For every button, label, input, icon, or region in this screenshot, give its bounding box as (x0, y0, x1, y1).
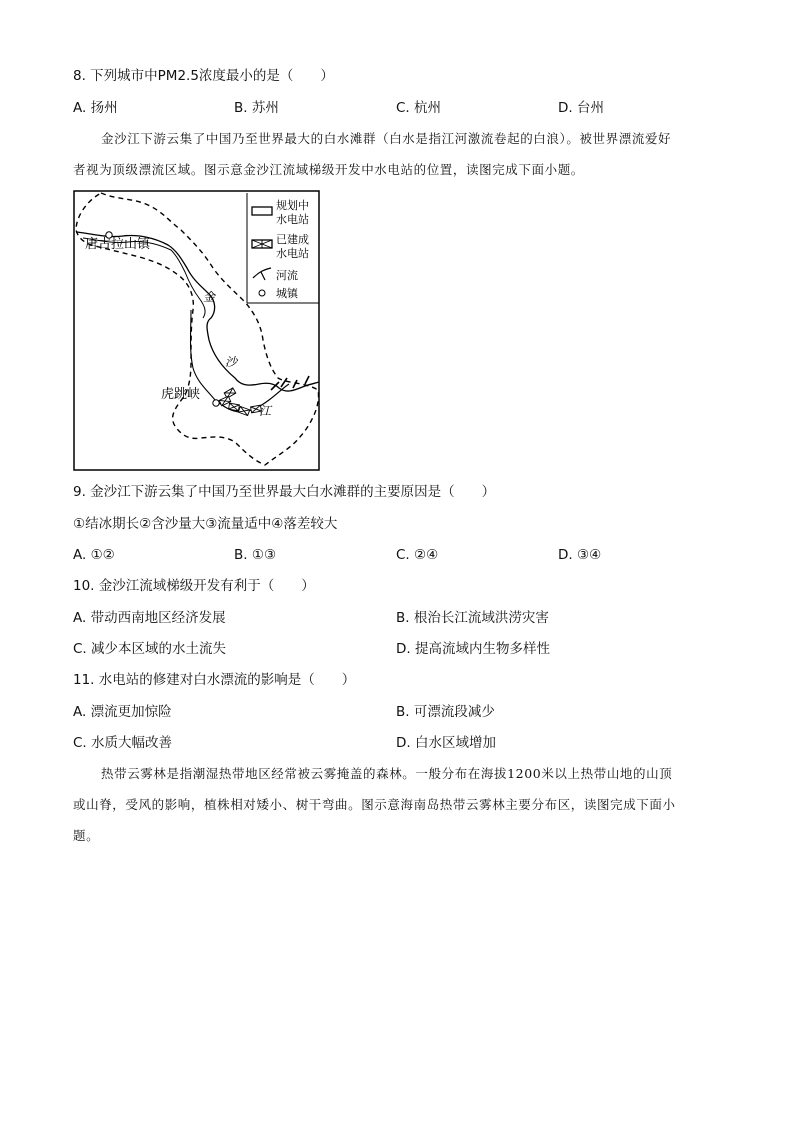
q8-option-c: C. 杭州 (396, 100, 442, 116)
q11-option-c: C. 水质大幅改善 (73, 735, 173, 751)
legend-planned-icon (252, 207, 272, 215)
q8-option-a: A. 扬州 (73, 100, 118, 116)
legend-built-line1: 已建成 (276, 233, 309, 246)
q8-option-d: D. 台州 (558, 100, 604, 116)
q10-option-b: B. 根治长江流域洪涝灾害 (396, 610, 549, 626)
q9-stem: 9. 金沙江下游云集了中国乃至世界最大白水滩群的主要原因是（ ） (73, 484, 496, 500)
q10-option-d: D. 提高流域内生物多样性 (396, 641, 550, 657)
q11-option-b: B. 可漂流段减少 (396, 704, 495, 720)
q10-stem: 10. 金沙江流域梯级开发有利于（ ） (73, 578, 315, 594)
q10-option-c: C. 减少本区域的水土流失 (73, 641, 227, 657)
legend-planned-line1: 规划中 (276, 199, 309, 212)
passage2-line3: 题。 (73, 828, 100, 843)
q8-stem: 8. 下列城市中PM2.5浓度最小的是（ ） (73, 68, 334, 84)
label-sha: 沙 (225, 355, 238, 369)
label-hutiaoxia: 虎跳峡 (161, 387, 201, 402)
label-jiang: 江 (259, 404, 272, 418)
q10-option-a: A. 带动西南地区经济发展 (73, 610, 226, 626)
hutiaoxia-town-marker (213, 400, 219, 406)
q8-option-b: B. 苏州 (234, 100, 279, 116)
q9-option-c: C. ②④ (396, 547, 439, 563)
passage1-line2: 者视为顶级漂流区域。图示意金沙江流域梯级开发中水电站的位置，读图完成下面小题。 (73, 162, 584, 177)
legend-town-icon (259, 290, 265, 296)
q9-option-a: A. ①② (73, 547, 115, 563)
passage2-line1: 热带云雾林是指潮湿热带地区经常被云雾掩盖的森林。一般分布在海拔1200米以上热带山地的山顶 (101, 766, 673, 781)
label-jin: 金 (203, 290, 216, 304)
q9-items: ①结冰期长②含沙量大③流量适中④落差较大 (73, 516, 338, 532)
q9-option-b: B. ①③ (234, 547, 277, 563)
q11-stem: 11. 水电站的修建对白水漂流的影响是（ ） (73, 672, 356, 688)
q9-option-d: D. ③④ (558, 547, 602, 563)
legend-planned-line2: 水电站 (276, 213, 309, 226)
q11-option-d: D. 白水区域增加 (396, 735, 496, 751)
label-tanggula: 唐古拉山镇 (85, 237, 151, 252)
passage2-line2: 或山脊，受风的影响，植株相对矮小、树干弯曲。图示意海南岛热带云雾林主要分布区，读图完成下面小 (73, 797, 676, 812)
passage1-line1: 金沙江下游云集了中国乃至世界最大的白水滩群（白水是指江河激流卷起的白浪）。被世界漂流爱好 (101, 131, 672, 146)
legend-river-label: 河流 (276, 269, 298, 282)
legend-town-label: 城镇 (276, 287, 298, 300)
legend-built-line2: 水电站 (276, 247, 309, 260)
jinsha-river-map (73, 190, 321, 472)
q11-option-a: A. 漂流更加惊险 (73, 704, 172, 720)
